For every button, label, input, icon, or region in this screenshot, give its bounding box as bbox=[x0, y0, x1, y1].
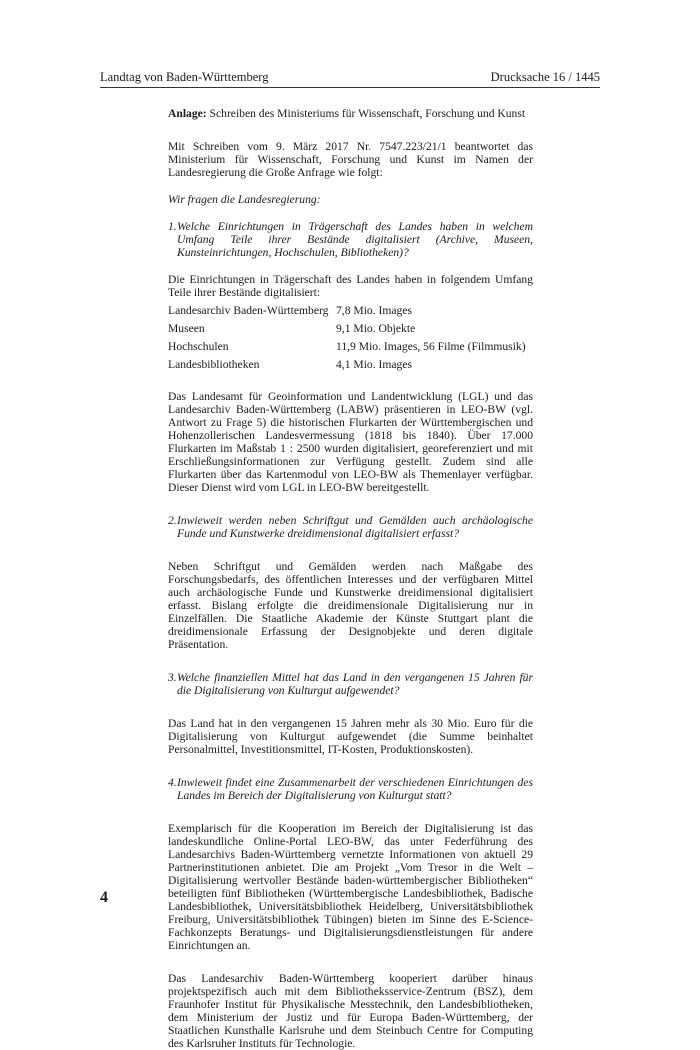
question-1-number: 1. bbox=[168, 220, 177, 233]
question-1 bbox=[168, 220, 533, 259]
table-row bbox=[168, 340, 526, 358]
intro-paragraph: Mit Schreiben vom 9. März 2017 Nr. 7547.223/21/1 beantwortet das Ministerium für Wissenschaft, Forschung und Kunst im Namen der Landesregierung die Große Anfrage wie folgt: bbox=[168, 140, 533, 179]
institution-name: Museen bbox=[168, 322, 205, 335]
answer-1-intro: Die Einrichtungen in Trägerschaft des Landes haben in folgendem Umfang Teile ihrer Bestände digitalisiert: bbox=[168, 273, 533, 299]
question-2-text: Inwieweit werden neben Schriftgut und Gemälden auch archäologische Funde und Kunstwerke dreidimensional digitalisiert erfasst? bbox=[177, 514, 533, 540]
question-3-text: Welche finanziellen Mittel hat das Land in den vergangenen 15 Jahren für die Digitalisierung von Kulturgut aufgewendet? bbox=[177, 671, 533, 697]
question-3-number: 3. bbox=[168, 671, 177, 684]
anlage-text: Schreiben des Ministeriums für Wissenschaft, Forschung und Kunst bbox=[206, 107, 526, 120]
table-row bbox=[168, 358, 526, 376]
institution-name: Landesbibliotheken bbox=[168, 358, 260, 371]
header-document-number: Drucksache 16 / 1445 bbox=[490, 70, 600, 84]
answer-3-paragraph: Das Land hat in den vergangenen 15 Jahren mehr als 30 Mio. Euro für die Digitalisierung von Kulturgut aufgewendet (die Summe beinhaltet Personalmittel, Investitionsmittel, IT-Kosten, Produktionskosten). bbox=[168, 717, 533, 756]
institution-name: Landesarchiv Baden-Württemberg bbox=[168, 304, 329, 317]
digitized-amount: 4,1 Mio. Images bbox=[336, 358, 412, 371]
answer-4-paragraph-2: Das Landesarchiv Baden-Württemberg kooperiert darüber hinaus projektspezifisch auch mit dem Bibliotheksservice-Zentrum (BSZ), dem Fraunhofer Institut für Physikalische Messtechnik, den Landesbibliotheken, dem Ministerium der Justiz und für Europa Baden-Württemberg, der Staatlichen Kunsthalle Karlsruhe und dem Steinbuch Centre for Computing des Karlsruher Instituts für Technologie. bbox=[168, 972, 533, 1050]
table-row bbox=[168, 322, 526, 340]
question-4-number: 4. bbox=[168, 776, 177, 789]
digitization-table bbox=[168, 304, 526, 376]
header-rule bbox=[100, 87, 600, 88]
table-row bbox=[168, 304, 526, 322]
document-body bbox=[168, 107, 533, 1050]
header-parliament: Landtag von Baden-Württemberg bbox=[100, 70, 269, 84]
lead-question: Wir fragen die Landesregierung: bbox=[168, 193, 321, 206]
anlage-label: Anlage: bbox=[168, 107, 207, 120]
question-4 bbox=[168, 776, 533, 802]
question-3 bbox=[168, 671, 533, 697]
question-2 bbox=[168, 514, 533, 540]
question-1-text: Welche Einrichtungen in Trägerschaft des Landes haben in welchem Umfang Teile ihrer Bestände digitalisiert (Archive, Museen, Kunsteinrichtungen, Hochschulen, Bibliotheken)? bbox=[177, 220, 533, 259]
digitized-amount: 11,9 Mio. Images, 56 Filme (Filmmusik) bbox=[336, 340, 526, 353]
answer-4-paragraph-1: Exemplarisch für die Kooperation im Bereich der Digitalisierung ist das landeskundliche Online-Portal LEO-BW, das unter Federführung des Landesarchivs Baden-Württemberg vernetzte Informationen von aktuell 29 Partnerinstitutionen anbietet. Die am Projekt „Vom Tresor in die Welt – Digitalisierung wertvoller Bestände baden-württembergischer Bibliotheken“ beteiligten fünf Bibliotheken (Württembergische Landesbibliothek, Badische Landesbibliothek, Universitätsbibliothek Heidelberg, Universitätsbibliothek Freiburg, Universitätsbibliothek Tübingen) bieten im Sinne des E-Science-Fachkonzepts Beratungs- und Digitalisierungsdienstleistungen für andere Einrichtungen an. bbox=[168, 822, 533, 952]
institution-name: Hochschulen bbox=[168, 340, 229, 353]
question-2-number: 2. bbox=[168, 514, 177, 527]
anlage-line bbox=[168, 107, 533, 120]
question-4-text: Inwieweit findet eine Zusammenarbeit der verschiedenen Einrichtungen des Landes im Bereich der Digitalisierung von Kulturgut statt? bbox=[177, 776, 533, 802]
digitized-amount: 9,1 Mio. Objekte bbox=[336, 322, 416, 335]
page-number: 4 bbox=[100, 889, 108, 906]
answer-1-paragraph: Das Landesamt für Geoinformation und Landentwicklung (LGL) und das Landesarchiv Baden-Württemberg (LABW) präsentieren in LEO-BW (vgl. Antwort zu Frage 5) die historischen Flurkarten der Württembergischen und Hohenzollerischen Landesvermessung (1818 bis 1840). Über 17.000 Flurkarten im Maßstab 1 : 2500 wurden digitalisiert, georeferenziert und mit Erschließungsinformationen zur Verfügung gestellt. Zudem sind alle Flurkarten über das Kartenmodul von LEO-BW als Themenlayer verfügbar. Dieser Dienst wird vom LGL in LEO-BW bereitgestellt. bbox=[168, 390, 533, 494]
digitized-amount: 7,8 Mio. Images bbox=[336, 304, 412, 317]
answer-2-paragraph: Neben Schriftgut und Gemälden werden nach Maßgabe des Forschungsbedarfs, des öffentlichen Interesses und der verfügbaren Mittel auch archäologische Funde und Kunstwerke dreidimensional digitalisiert erfasst. Bislang erfolgte die dreidimensionale Digitalisierung nur in Einzelfällen. Die Staatliche Akademie der Künste Stuttgart plant die dreidimensionale Erfassung der Designobjekte und deren digitale Präsentation. bbox=[168, 560, 533, 651]
